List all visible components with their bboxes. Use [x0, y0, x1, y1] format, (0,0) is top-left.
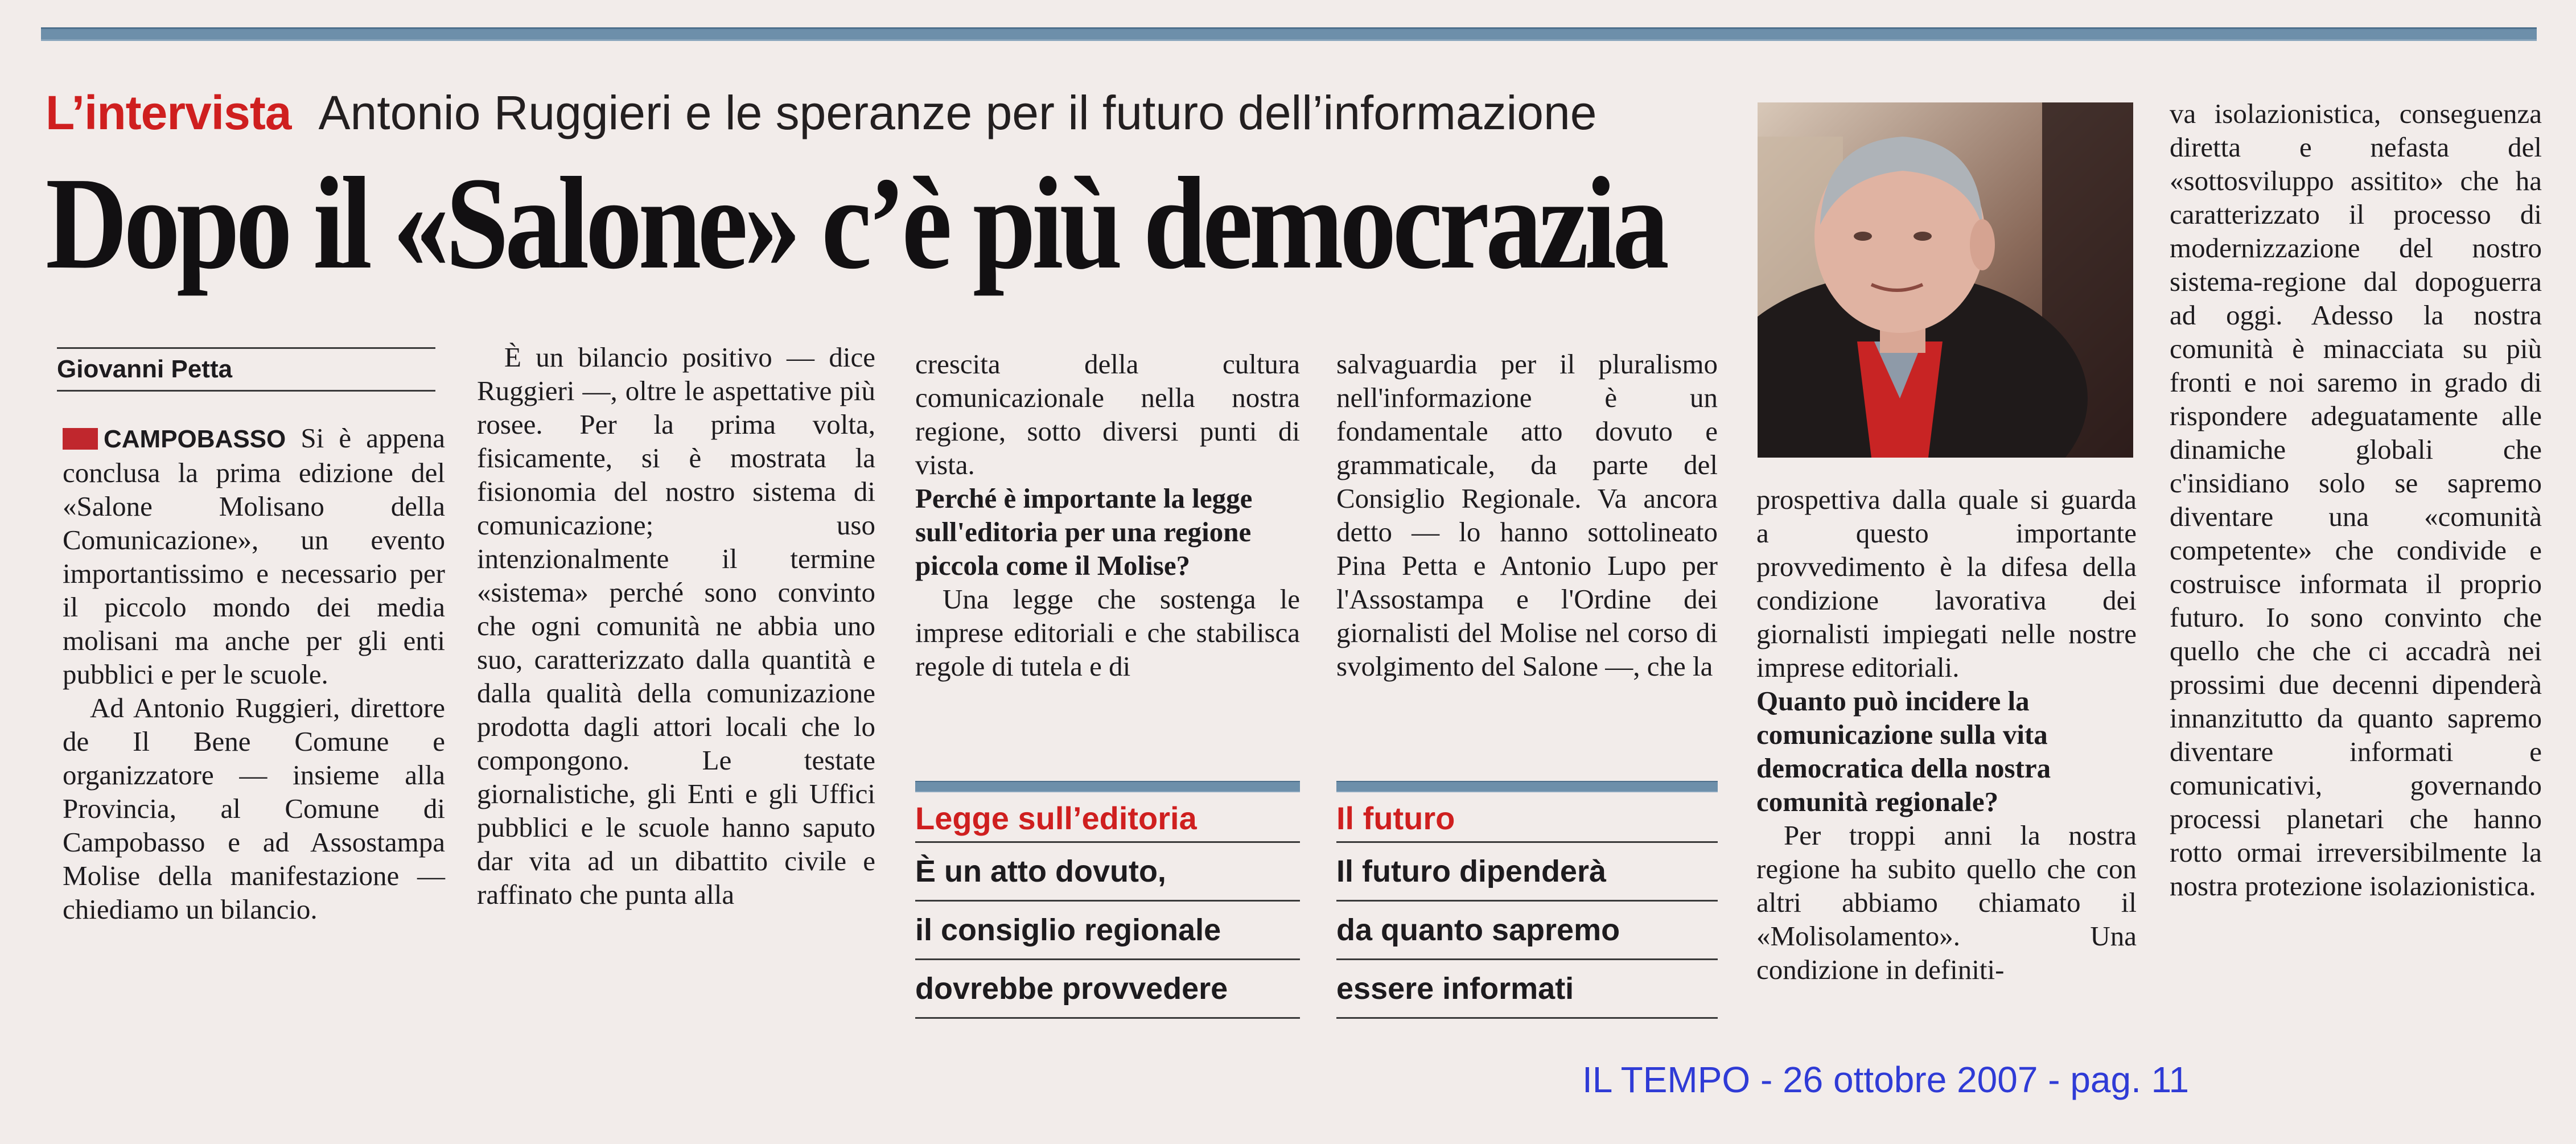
column-6-p1: va isolazionistica, conseguenza diretta e nefasta del «sottosviluppo assitito» che ha caratterizzato il processo di modernizzazione del nostro sistema-regione dal dopoguerra ad oggi. Adesso la nostra comunità è minacciata su più fronti e noi saremo in grado di rispondere adeguatamente alle dinamiche globali che c'insidiano solo se sapremo diventare una «comunità competente» che condivide e costruisce informata il proprio futuro. Io sono convinto che quello che che ci accadrà nei prossimi due decenni dipenderà innanzitutto da quanto sapremo diventare informati e comunicativi, governando processi planetari che hanno rotto ormai irreversibilmente la nostra protezione isolazionistica.	[2170, 98, 2542, 902]
byline-block	[57, 347, 435, 392]
box-legge-editoria	[915, 781, 1300, 1006]
kicker-text: Antonio Ruggieri e le speranze per il futuro dell’informazione	[318, 86, 1597, 139]
column-2	[477, 340, 875, 911]
column-5-p1: prospettiva dalla quale si guarda a questo importante provvedimento è la difesa della condizione lavorativa dei giornalisti impiegati nelle nostre imprese editoriali.	[1756, 484, 2137, 683]
kicker-label: L’intervista	[46, 86, 291, 139]
headline: Dopo il «Salone» c’è più democrazia	[46, 150, 1666, 297]
column-1-p1: Si è appena conclusa la prima edizione del «Salone Molisano della Comunicazione», un evento importantissimo e necessario per il piccolo mondo dei media molisani ma anche per gli enti pubblici e per le scuole.	[63, 422, 446, 690]
kicker	[46, 85, 1596, 148]
column-6	[2170, 97, 2542, 903]
column-1	[63, 421, 445, 926]
box-legge-editoria-line-1: È un atto dovuto,	[915, 841, 1300, 900]
column-4-p1: salvaguardia per il pluralismo nell'informazione è un fondamentale atto dovuto e grammaticale, da parte del Consiglio Regionale. Va ancora detto — lo hanno sottolineato Pina Petta e Antonio Lupo per l'Assostampa e l'Ordine dei giornalisti del Molise nel corso di svolgimento del Salone —, che la	[1336, 348, 1718, 682]
box-il-futuro-line-1: Il futuro dipenderà	[1336, 841, 1718, 900]
top-rule	[41, 27, 2537, 41]
dateline-marker	[63, 428, 98, 450]
portrait-illustration	[1758, 102, 2133, 458]
portrait-photo	[1758, 102, 2133, 458]
column-3-question: Perché è importante la legge sull'editoria per una regione piccola come il Molise?	[915, 483, 1253, 581]
column-1-p2: Ad Antonio Ruggieri, direttore de Il Bene Comune e organizzatore — insieme alla Provincia, al Comune di Campobasso e ad Assostampa Molise della manifestazione — chiediamo un bilancio.	[63, 692, 445, 925]
column-5-p2: Per troppi anni la nostra regione ha subito quello che con altri abbiamo chiamato il «Molisolamento». Una condizione in definiti-	[1756, 820, 2137, 985]
dateline: CAMPOBASSO	[104, 425, 286, 453]
box-legge-editoria-line-2: il consiglio regionale	[915, 900, 1300, 958]
box-il-futuro-label: Il futuro	[1336, 800, 1455, 836]
box-legge-editoria-label: Legge sull’editoria	[915, 800, 1197, 836]
box-il-futuro-line-2: da quanto sapremo	[1336, 900, 1718, 958]
box-il-futuro	[1336, 781, 1718, 1006]
box-il-futuro-line-3: essere informati	[1336, 958, 1718, 1019]
source-credit: IL TEMPO - 26 ottobre 2007 - pag. 11	[1582, 1059, 2190, 1100]
column-5	[1756, 483, 2137, 986]
box-legge-editoria-line-3: dovrebbe provvedere	[915, 958, 1300, 1019]
column-3	[915, 347, 1300, 683]
column-5-question: Quanto può incidere la comunicazione sulla vita democratica della nostra comunità regionale?	[1756, 685, 2051, 817]
column-4	[1336, 347, 1718, 683]
byline: Giovanni Petta	[57, 355, 233, 383]
column-3-p2: Una legge che sostenga le imprese editoriali e che stabilisca regole di tutela e di	[915, 583, 1300, 682]
column-2-p1: È un bilancio positivo — dice Ruggieri —, oltre le aspettative più rosee. Per la prima volta, fisicamente, si è mostrata la fisionomia del nostro sistema di comunicazione; uso intenzionalmente il termine «sistema» perché sono convinto che ogni comunità ne abbia uno suo, caratterizzato dalla quantità e dalla qualità della comunizazione prodotta dagli attori locali che lo compongono. Le testate giornalistiche, gli Enti e gli Uffici pubblici e le scuole hanno saputo dar vita ad un dibattito civile e raffinato che punta alla	[477, 341, 875, 910]
column-3-p1: crescita della cultura comunicazionale nella nostra regione, sotto diversi punti di vista.	[915, 348, 1300, 480]
